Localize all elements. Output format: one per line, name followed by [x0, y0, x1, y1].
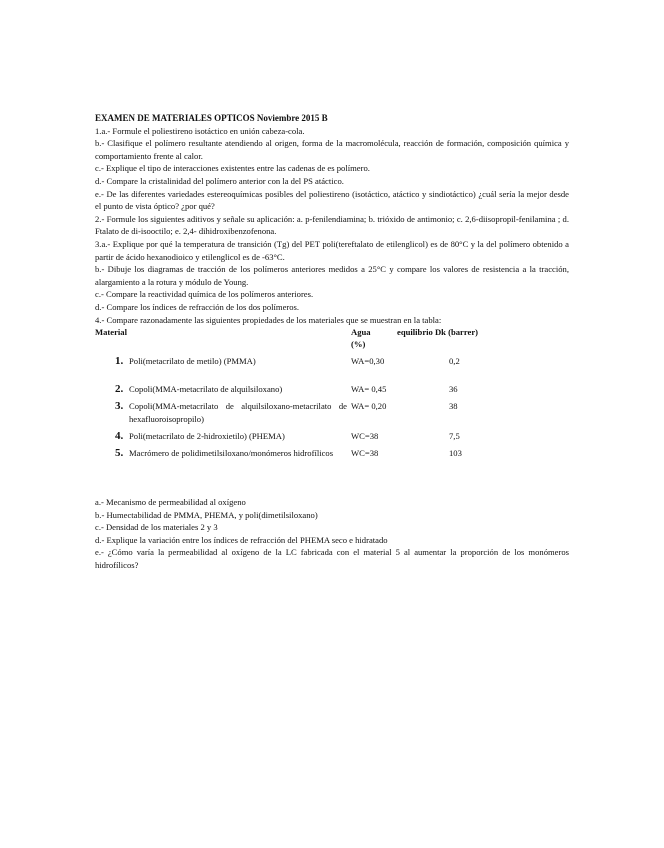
- question-2: 2.- Formule los siguientes aditivos y señale su aplicación: a. p-fenilendiamina; b. trióxido de antimonio; c. 2,6-diisopropil-fenilamina ; d. Ftalato de di-isooctilo; e. 2,4- dihidroxibenzofenona.: [95, 213, 569, 237]
- row-dk: 36: [449, 384, 458, 395]
- row-number: 2.: [115, 383, 124, 396]
- question-3a: 3.a.- Explique por qué la temperatura de transición (Tg) del PET poli(tereftalato de etilenglicol) es de 80°C y la del polímero obtenido a partir de ácido hexanodioico y etilenglicol es de -63°C.: [95, 238, 569, 262]
- row-water: WC=38: [351, 448, 379, 459]
- row-dk: 7,5: [449, 431, 460, 442]
- question-3c: c.- Compare la reactividad química de los polímeros anteriores.: [95, 289, 314, 300]
- question-3b: b.- Dibuje los diagramas de tracción de los polímeros anteriores medidos a 25°C y compare los valores de resistencia a la tracción, alargamiento a la rotura y módulo de Young.: [95, 264, 569, 287]
- row-number: 5.: [115, 447, 124, 460]
- row-material: Poli(metacrilato de 2-hidroxietilo) (PHEMA): [129, 431, 285, 442]
- row-water: WC=38: [351, 431, 379, 442]
- row-water: WA= 0,20: [351, 401, 387, 412]
- question-1e: e.- De las diferentes variedades estereoquímicas posibles del poliestireno (isotáctico, atáctico y sindiotáctico) ¿cuál sería la mejor desde el punto de vista óptico? ¿por qué?: [95, 188, 569, 212]
- row-material: Macrómero de polidimetilsiloxano/monómeros hidrofílicos: [129, 448, 334, 459]
- final-questions: [95, 496, 569, 572]
- row-dk: 38: [449, 401, 458, 412]
- row-material: Copoli(MMA-metacrilato de alquilsiloxano-metacrilato de hexafluoroisopropilo): [129, 401, 347, 424]
- header-agua: Agua: [351, 327, 371, 338]
- row-number: 1.: [115, 355, 124, 368]
- question-4c: c.- Densidad de los materiales 2 y 3: [95, 522, 218, 533]
- row-material: Copoli(MMA-metacrilato de alquilsiloxano): [129, 384, 283, 395]
- header-agua-unit: (%): [351, 339, 366, 350]
- materials-table: [95, 326, 569, 464]
- question-1c: c.- Explique el tipo de interacciones existentes entre las cadenas de es polímero.: [95, 163, 370, 174]
- row-material: Poli(metacrilato de metilo) (PMMA): [129, 356, 256, 367]
- question-1d: d.- Compare la cristalinidad del polímero anterior con la del PS atáctico.: [95, 175, 344, 186]
- row-water: WA=0,30: [351, 356, 385, 367]
- row-dk: 0,2: [449, 356, 460, 367]
- question-4d: d.- Explique la variación entre los índices de refracción del PHEMA seco e hidratado: [95, 534, 388, 545]
- exam-title: EXAMEN DE MATERIALES OPTICOS Noviembre 2015 B: [95, 113, 328, 123]
- question-4: 4.- Compare razonadamente las siguientes propiedades de los materiales que se muestran en la tabla:: [95, 314, 442, 325]
- question-4b: b.- Humectabilidad de PMMA, PHEMA, y poli(dimetilsiloxano): [95, 509, 318, 520]
- question-4e: e.- ¿Cómo varía la permeabilidad al oxígeno de la LC fabricada con el material 5 al aumentar la proporción de los monómeros hidrofílicos?: [95, 547, 569, 571]
- row-water: WA= 0,45: [351, 384, 387, 395]
- header-material: Material: [95, 327, 127, 338]
- row-number: 3.: [115, 400, 124, 413]
- question-1b: b.- Clasifique el polímero resultante atendiendo al origen, forma de la macromolécula, reacción de formación, composición química y comportamiento frente al calor.: [95, 138, 569, 161]
- exam-page: [95, 112, 569, 572]
- row-number: 4.: [115, 430, 124, 443]
- question-4a: a.- Mecanismo de permeabilidad al oxígeno: [95, 497, 246, 508]
- row-dk: 103: [449, 448, 462, 459]
- question-1a: 1.a.- Formule el poliestireno isotáctico en unión cabeza-cola.: [95, 125, 305, 136]
- header-dk: equilibrio Dk (barrer): [397, 327, 478, 338]
- question-3d: d.- Compare los índices de refracción de los dos polímeros.: [95, 301, 300, 312]
